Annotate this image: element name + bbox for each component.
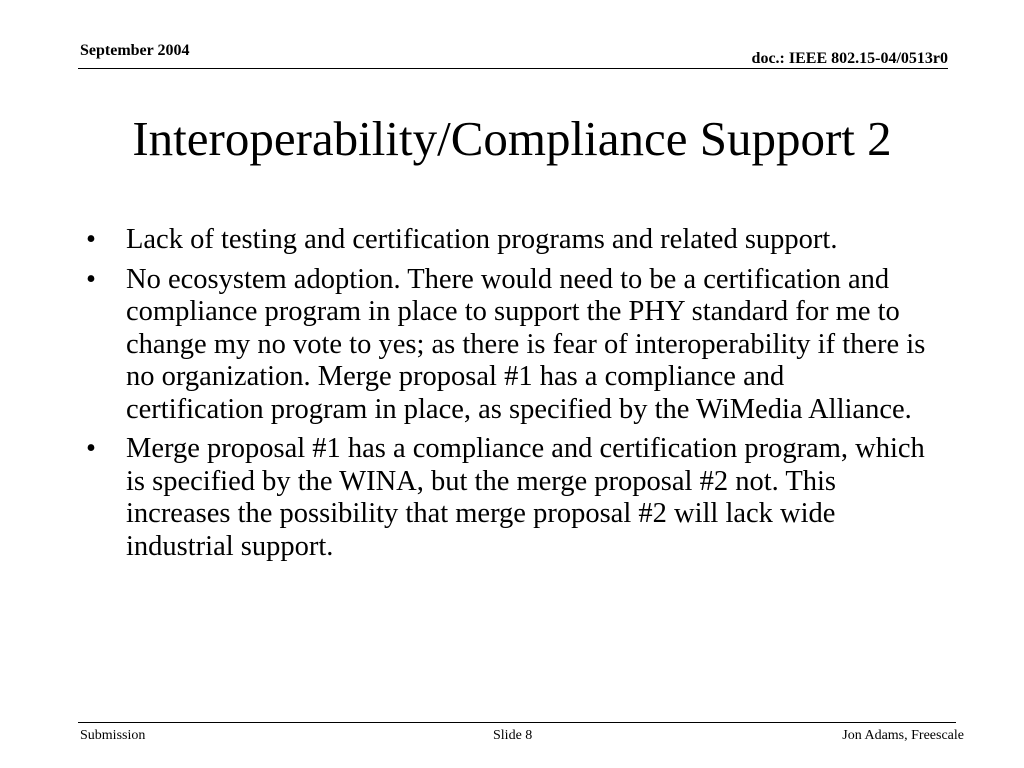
footer-submission: Submission [80, 728, 146, 743]
header-date: September 2004 [80, 42, 190, 59]
bullet-item [86, 224, 926, 257]
bullet-item [86, 264, 926, 427]
slide-title: Interoperability/Compliance Support 2 [132, 111, 892, 166]
bullet-text: No ecosystem adoption. There would need to be a certification and compliance program in place to support the PHY standard for me to change my no vote to yes; as there is fear of interoperability if there is no organization. Merge proposal #1 has a compliance and certification program in place, as specified by the WiMedia Alliance. [126, 263, 926, 425]
bullet-icon: • [86, 433, 96, 464]
bullet-text: Lack of testing and certification programs and related support. [126, 224, 838, 255]
footer-slide-number: Slide 8 [493, 728, 533, 743]
footer-divider [78, 722, 956, 723]
header-doc-id: doc.: IEEE 802.15-04/0513r0 [751, 50, 948, 67]
bullet-icon: • [86, 263, 96, 295]
bullet-list [86, 224, 926, 570]
footer-author: Jon Adams, Freescale [842, 728, 964, 743]
header-divider [78, 68, 948, 69]
bullet-item [86, 433, 926, 563]
bullet-text: Merge proposal #1 has a compliance and certification program, which is specified by the WINA, but the merge proposal #2 not. This increases the possibility that merge proposal #2 will lack wide industrial support. [126, 433, 925, 562]
bullet-icon: • [86, 224, 96, 255]
